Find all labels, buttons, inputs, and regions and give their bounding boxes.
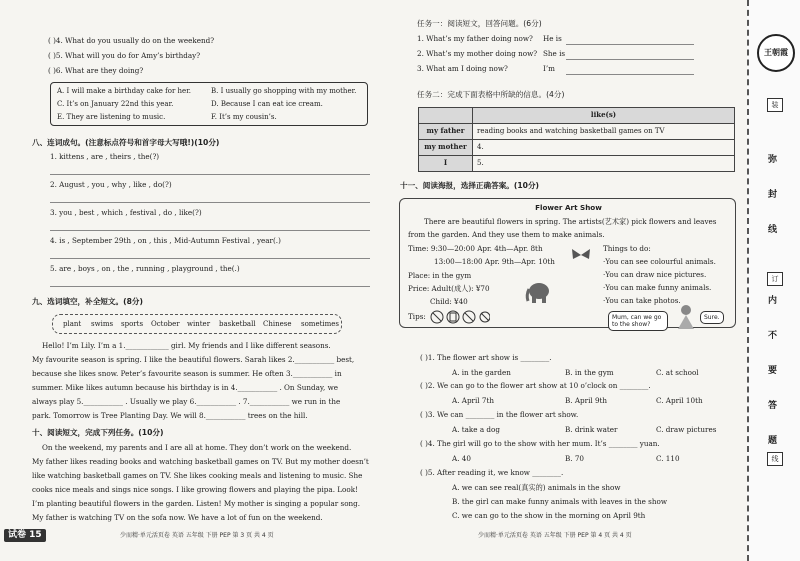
poster-tips: Tips: — [408, 312, 426, 321]
strip-char: 不 — [768, 331, 778, 341]
mc-option: A. April 7th — [452, 396, 494, 405]
task-1-a1-prefix: He is — [543, 34, 562, 43]
passage-line-3: like watching basketball games on TV. She likes cooking meals and listening to music. She — [32, 471, 363, 480]
paper-badge: 试卷 15 — [4, 529, 46, 542]
section-8-item-3: 3. you , best , which , festival , do , like(?) — [50, 208, 202, 217]
mc-option: B. April 9th — [565, 396, 608, 405]
mc-question-4: ( )4. The girl will go to the show with her mum. It’s ________ yuan. — [420, 439, 660, 448]
strip-char: 题 — [768, 436, 778, 446]
word: basketball — [219, 320, 256, 328]
strip-char: 弥 — [768, 155, 778, 165]
table-row — [419, 140, 735, 156]
word: October — [151, 320, 180, 328]
section-9-heading: 九、选词填空，补全短文。(8分) — [32, 297, 143, 306]
task-1-q2: 2. What’s my mother doing now? — [417, 49, 538, 58]
word: plant — [63, 320, 82, 328]
mc-option: C. we can go to the show in the morning on April 9th — [452, 511, 646, 520]
todo-title: Things to do: — [603, 244, 651, 253]
strip-char: 封 — [768, 190, 778, 200]
answer-line — [50, 286, 370, 287]
mc-option: C. April 10th — [656, 396, 703, 405]
row-value: 4. — [473, 140, 735, 156]
cloze-line-4: summer. Mike likes autumn because his birthday is in 4.___________ . On Sunday, we — [32, 383, 338, 392]
mc-option: A. 40 — [452, 454, 471, 463]
question-4: ( )4. What do you usually do on the weekend? — [48, 36, 215, 45]
section-8-heading: 八、连词成句。(注意标点符号和首字母大写哦!)(10分) — [32, 138, 220, 147]
table-row — [419, 156, 735, 172]
todo-item: ·You can make funny animals. — [603, 283, 712, 292]
mc-option: A. we can see real(真实的) animals in the show — [452, 483, 621, 492]
table-corner — [419, 108, 473, 124]
mc-option: B. drink water — [565, 425, 618, 434]
girl-icon — [674, 303, 698, 329]
question-6: ( )6. What are they doing? — [48, 66, 144, 75]
word: sometimes — [301, 320, 340, 328]
mc-question-3: ( )3. We can ________ in the flower art show. — [420, 410, 579, 419]
option-e: E. They are listening to music. — [57, 113, 166, 121]
mc-question-5: ( )5. After reading it, we know ________. — [420, 468, 564, 477]
binding-strip — [747, 0, 800, 561]
option-c: C. It’s on January 22nd this year. — [57, 100, 174, 108]
poster-price-2: Child: ¥40 — [430, 297, 468, 306]
row-value: 5. — [473, 156, 735, 172]
strip-char: 内 — [768, 296, 778, 306]
todo-item: ·You can take photos. — [603, 296, 681, 305]
options-box — [50, 82, 368, 126]
word: sports — [121, 320, 144, 328]
mc-option: C. 110 — [656, 454, 680, 463]
table-col-header: like(s) — [473, 108, 735, 124]
word-bank — [52, 314, 342, 334]
binding-mark: 订 — [767, 272, 783, 286]
row-label: I — [419, 156, 473, 172]
answer-line — [566, 74, 694, 75]
poster-intro-2: from the garden. And they use them to make animals. — [408, 230, 605, 239]
row-label: my mother — [419, 140, 473, 156]
flower-show-poster — [399, 198, 736, 328]
word: Chinese — [263, 320, 292, 328]
elephant-icon — [524, 275, 554, 305]
section-11-heading: 十一、阅读海报，选择正确答案。(10分) — [400, 181, 540, 190]
answer-line — [566, 44, 694, 45]
publisher-seal — [757, 34, 795, 72]
butterfly-icon — [570, 247, 592, 263]
todo-item: ·You can see colourful animals. — [603, 257, 716, 266]
mc-option: A. in the garden — [452, 368, 511, 377]
todo-item: ·You can draw nice pictures. — [603, 270, 707, 279]
option-f: F. It’s my cousin’s. — [211, 113, 277, 121]
left-footer: 少而精·单元活页卷 英语 五年级 下册 PEP 第 3 页 共 4 页 — [120, 532, 274, 539]
word: winter — [187, 320, 211, 328]
task-1-heading: 任务一：阅读短文，回答问题。(6分) — [417, 19, 542, 28]
poster-time-2: 13:00—18:00 Apr. 9th—Apr. 10th — [434, 257, 555, 266]
section-8-item-1: 1. kittens , are , theirs , the(?) — [50, 152, 160, 161]
answer-line — [566, 59, 694, 60]
task-1-q1: 1. What’s my father doing now? — [417, 34, 533, 43]
likes-table — [418, 107, 735, 172]
row-value: reading books and watching basketball games on TV — [473, 124, 735, 140]
answer-line — [50, 230, 370, 231]
speech-bubble-mum: Sure. — [700, 311, 724, 324]
cloze-line-6: park. Tomorrow is Tree Planting Day. We will 8.___________ trees on the hill. — [32, 411, 308, 420]
cloze-line-3: because she likes snow. Peter’s favourite season is summer. He often 3.___________ in — [32, 369, 342, 378]
mc-option: B. in the gym — [565, 368, 614, 377]
seal-text: 王朝霞 — [764, 47, 788, 57]
cloze-line-5: always play 5.___________ . Usually we play 6.___________ . 7.___________ we run in the — [32, 397, 341, 406]
poster-place: Place: in the gym — [408, 271, 472, 280]
task-1-a3-prefix: I’m — [543, 64, 555, 73]
section-10-heading: 十、阅读短文，完成下列任务。(10分) — [32, 428, 164, 437]
table-row — [419, 124, 735, 140]
answer-line — [50, 202, 370, 203]
poster-intro-1: There are beautiful flowers in spring. The artists(艺术家) pick flowers and leaves — [424, 217, 717, 226]
binding-mark: 装 — [767, 98, 783, 112]
mc-question-1: ( )1. The flower art show is ________. — [420, 353, 552, 362]
task-2-heading: 任务二：完成下面表格中所缺的信息。(4分) — [417, 90, 565, 99]
passage-line-2: My father likes reading books and watching basketball games on TV. But my mother doesn’t — [32, 457, 369, 466]
passage-line-4: cooks nice meals and sings nice songs. I like growing flowers and playing the pipa. Look! — [32, 485, 358, 494]
word: swims — [91, 320, 114, 328]
question-5: ( )5. What will you do for Amy’s birthday? — [48, 51, 201, 60]
strip-char: 答 — [768, 401, 778, 411]
section-8-item-2: 2. August , you , why , like , do(?) — [50, 180, 172, 189]
mc-option: C. draw pictures — [656, 425, 717, 434]
mc-question-2: ( )2. We can go to the flower art show at 10 o’clock on ________. — [420, 381, 651, 390]
task-1-a2-prefix: She is — [543, 49, 566, 58]
mc-option: B. the girl can make funny animals with leaves in the show — [452, 497, 667, 506]
poster-title: Flower Art Show — [535, 203, 602, 212]
cloze-line-1: Hello! I’m Lily. I’m a 1.____________ girl. My friends and I like different seasons. — [42, 341, 331, 350]
passage-line-5: I’m planting beautiful flowers in the garden. Listen! My mother is singing a popular song. — [32, 499, 361, 508]
poster-price-1: Price: Adult(成人): ¥70 — [408, 284, 490, 293]
poster-time-1: Time: 9:30—20:00 Apr. 4th—Apr. 8th — [408, 244, 543, 253]
passage-line-6: My father is watching TV on the sofa now. We have a lot of fun on the weekend. — [32, 513, 323, 522]
right-footer: 少而精·单元活页卷 英语 五年级 下册 PEP 第 4 页 共 4 页 — [478, 532, 632, 539]
option-b: B. I usually go shopping with my mother. — [211, 87, 357, 95]
cloze-line-2: My favourite season is spring. I like the beautiful flowers. Sarah likes 2.___________ best, — [32, 355, 355, 364]
answer-line — [50, 174, 370, 175]
row-label: my father — [419, 124, 473, 140]
section-8-item-5: 5. are , boys , on , the , running , playground , the(.) — [50, 264, 240, 273]
mc-option: B. 70 — [565, 454, 584, 463]
answer-line — [50, 258, 370, 259]
tips-icons — [430, 309, 490, 325]
passage-line-1: On the weekend, my parents and I are all at home. They don’t work on the weekend. — [42, 443, 352, 452]
strip-char: 线 — [768, 225, 778, 235]
task-1-q3: 3. What am I doing now? — [417, 64, 508, 73]
strip-char: 要 — [768, 366, 778, 376]
speech-bubble-girl: Mum, can we go to the show? — [608, 311, 668, 331]
mc-option: A. take a dog — [452, 425, 500, 434]
binding-mark: 线 — [767, 452, 783, 466]
section-8-item-4: 4. is , September 29th , on , this , Mid-Autumn Festival , year(.) — [50, 236, 281, 245]
mc-option: C. at school — [656, 368, 699, 377]
option-d: D. Because I can eat ice cream. — [211, 100, 323, 108]
option-a: A. I will make a birthday cake for her. — [57, 87, 192, 95]
